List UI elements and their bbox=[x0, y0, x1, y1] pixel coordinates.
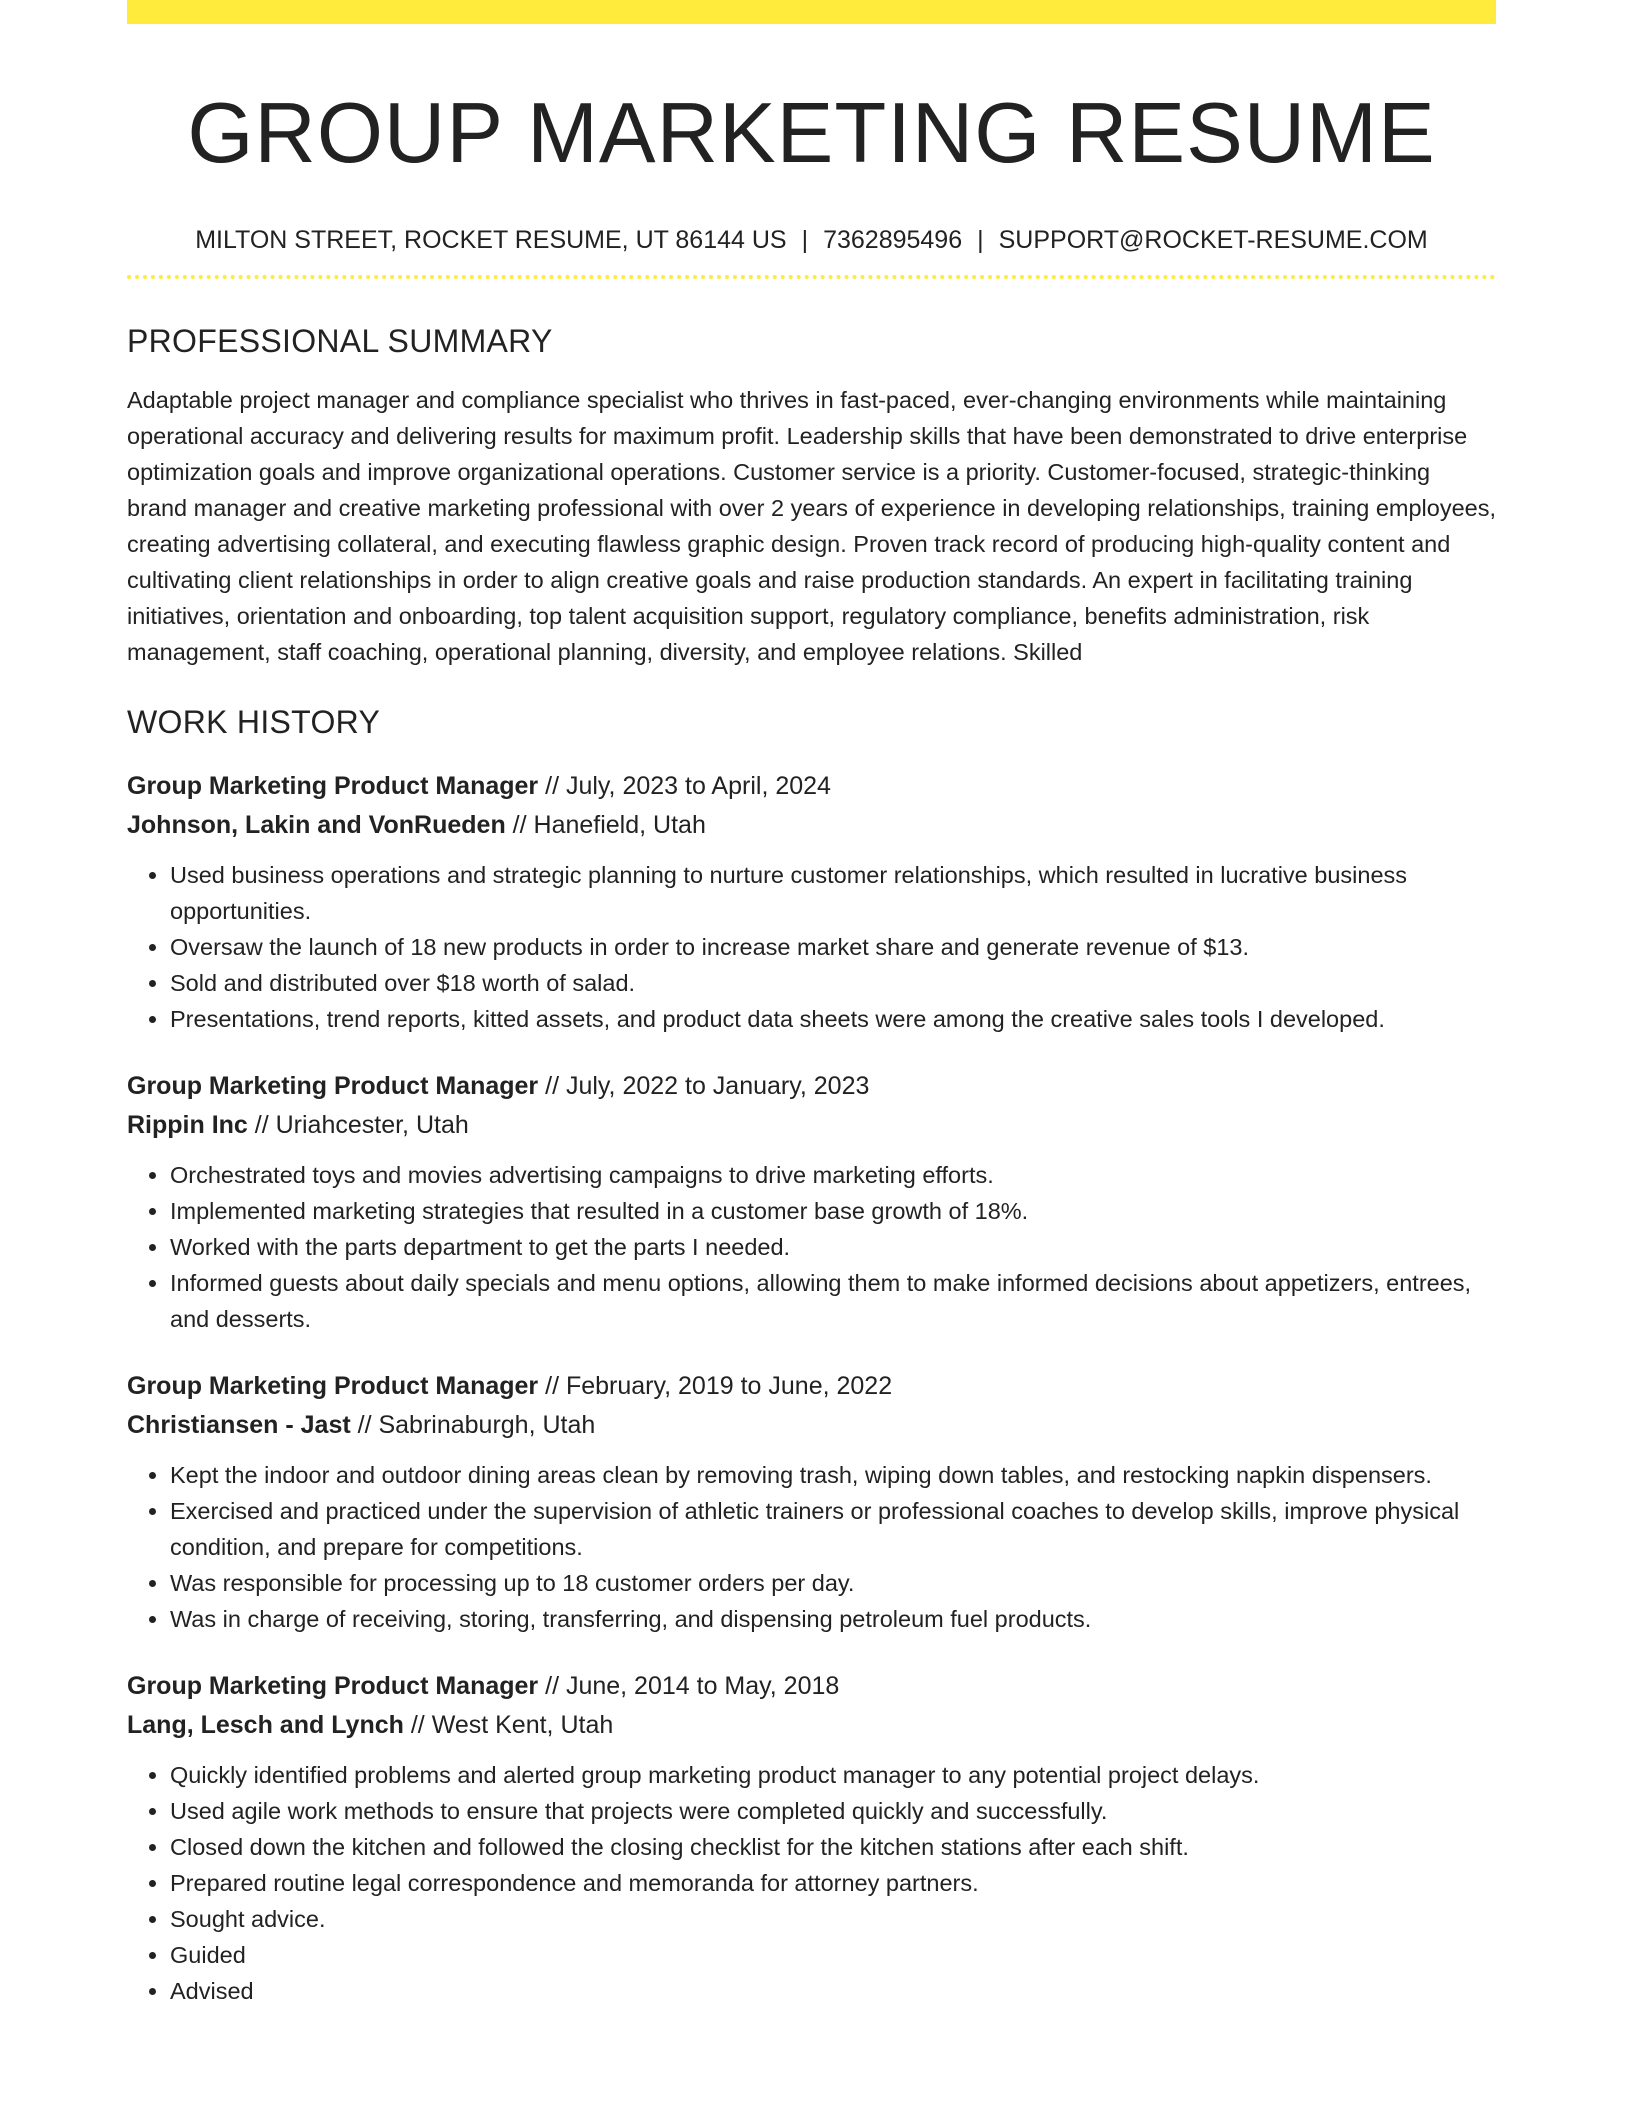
job-company: Christiansen - Jast bbox=[127, 1410, 351, 1439]
job-bullet: • Was responsible for processing up to 18 customer orders per day. bbox=[170, 1565, 1496, 1601]
contact-separator: | bbox=[801, 225, 809, 254]
job-bullet: • Worked with the parts department to get the parts I needed. bbox=[170, 1229, 1496, 1265]
job-company: Johnson, Lakin and VonRueden bbox=[127, 810, 506, 839]
job-entry bbox=[127, 767, 1496, 1037]
job-title-line bbox=[127, 1667, 1496, 1706]
job-bullet: • Informed guests about daily specials and menu options, allowing them to make informed decisions about appetizers, entrees, and desserts. bbox=[170, 1265, 1496, 1337]
job-dates: // July, 2023 to April, 2024 bbox=[538, 771, 831, 800]
job-position: Group Marketing Product Manager bbox=[127, 1671, 539, 1700]
contact-address: MILTON STREET, ROCKET RESUME, UT 86144 US bbox=[195, 225, 787, 254]
job-bullets bbox=[127, 1157, 1496, 1337]
job-bullets bbox=[127, 1757, 1496, 2009]
job-company-line bbox=[127, 806, 1496, 845]
job-bullet: • Sought advice. bbox=[170, 1901, 1496, 1937]
job-position: Group Marketing Product Manager bbox=[127, 1371, 539, 1400]
job-bullet: • Oversaw the launch of 18 new products in order to increase market share and generate revenue of $13. bbox=[170, 929, 1496, 965]
work-history-heading: WORK HISTORY bbox=[127, 703, 381, 740]
accent-bar bbox=[127, 0, 1496, 24]
job-bullet: • Prepared routine legal correspondence and memoranda for attorney partners. bbox=[170, 1865, 1496, 1901]
job-dates: // June, 2014 to May, 2018 bbox=[538, 1671, 840, 1700]
job-bullet: • Implemented marketing strategies that resulted in a customer base growth of 18%. bbox=[170, 1193, 1496, 1229]
contact-separator: | bbox=[977, 225, 984, 254]
job-bullet: • Advised bbox=[170, 1973, 1496, 2009]
contact-phone: 7362895496 bbox=[823, 225, 963, 254]
job-bullet: • Closed down the kitchen and followed the closing checklist for the kitchen stations after each shift. bbox=[170, 1829, 1496, 1865]
job-company-line bbox=[127, 1406, 1496, 1445]
job-bullet: • Sold and distributed over $18 worth of salad. bbox=[170, 965, 1496, 1001]
contact-email: SUPPORT@ROCKET-RESUME.COM bbox=[998, 225, 1428, 254]
job-bullet: • Guided bbox=[170, 1937, 1496, 1973]
job-bullet: • Quickly identified problems and alerted group marketing product manager to any potential project delays. bbox=[170, 1757, 1496, 1793]
job-location: // Hanefield, Utah bbox=[505, 810, 706, 839]
job-entry bbox=[127, 1067, 1496, 1337]
job-bullet: • Presentations, trend reports, kitted assets, and product data sheets were among the creative sales tools I developed. bbox=[170, 1001, 1496, 1037]
job-position: Group Marketing Product Manager bbox=[127, 1071, 539, 1100]
job-company-line bbox=[127, 1106, 1496, 1145]
job-title-line bbox=[127, 767, 1496, 806]
resume-page bbox=[127, 0, 1496, 2009]
job-bullet: • Was in charge of receiving, storing, transferring, and dispensing petroleum fuel products. bbox=[170, 1601, 1496, 1637]
job-dates: // February, 2019 to June, 2022 bbox=[538, 1371, 893, 1400]
job-title-line bbox=[127, 1067, 1496, 1106]
job-company: Lang, Lesch and Lynch bbox=[127, 1710, 404, 1739]
job-entry bbox=[127, 1367, 1496, 1637]
resume-title: GROUP MARKETING RESUME bbox=[187, 86, 1436, 181]
job-bullet: • Used business operations and strategic planning to nurture customer relationships, which resulted in lucrative business opportunities. bbox=[170, 857, 1496, 929]
job-title-line bbox=[127, 1367, 1496, 1406]
job-bullet: • Orchestrated toys and movies advertising campaigns to drive marketing efforts. bbox=[170, 1157, 1496, 1193]
job-bullet: • Kept the indoor and outdoor dining areas clean by removing trash, wiping down tables, and restocking napkin dispensers. bbox=[170, 1457, 1496, 1493]
dotted-divider bbox=[127, 275, 1496, 279]
job-location: // Sabrinaburgh, Utah bbox=[350, 1410, 596, 1439]
summary-text: Adaptable project manager and compliance specialist who thrives in fast-paced, ever-changing environments while maintaining operational accuracy and delivering results for maximum profit. Leadership skills that have been demonstrated to drive enterprise optimization goals and improve organizational operations. Customer service is a priority. Customer-focused, strategic-thinking brand manager and creative marketing professional with over 2 years of experience in developing relationships, training employees, creating advertising collateral, and executing flawless graphic design. Proven track record of producing high-quality content and cultivating client relationships in order to align creative goals and raise production standards. An expert in facilitating training initiatives, orientation and onboarding, top talent acquisition support, regulatory compliance, benefits administration, risk management, staff coaching, operational planning, diversity, and employee relations. Skilled bbox=[127, 386, 1496, 665]
job-company: Rippin Inc bbox=[127, 1110, 248, 1139]
job-position: Group Marketing Product Manager bbox=[127, 771, 539, 800]
job-bullet: • Exercised and practiced under the supervision of athletic trainers or professional coaches to develop skills, improve physical condition, and prepare for competitions. bbox=[170, 1493, 1496, 1565]
job-dates: // July, 2022 to January, 2023 bbox=[538, 1071, 870, 1100]
job-location: // West Kent, Utah bbox=[403, 1710, 614, 1739]
job-bullets bbox=[127, 1457, 1496, 1637]
job-company-line bbox=[127, 1706, 1496, 1745]
summary-heading: PROFESSIONAL SUMMARY bbox=[127, 322, 553, 359]
job-entry bbox=[127, 1667, 1496, 2009]
job-bullets bbox=[127, 857, 1496, 1037]
job-location: // Uriahcester, Utah bbox=[247, 1110, 469, 1139]
contact-line bbox=[127, 223, 1496, 257]
job-bullet: • Used agile work methods to ensure that projects were completed quickly and successfully. bbox=[170, 1793, 1496, 1829]
